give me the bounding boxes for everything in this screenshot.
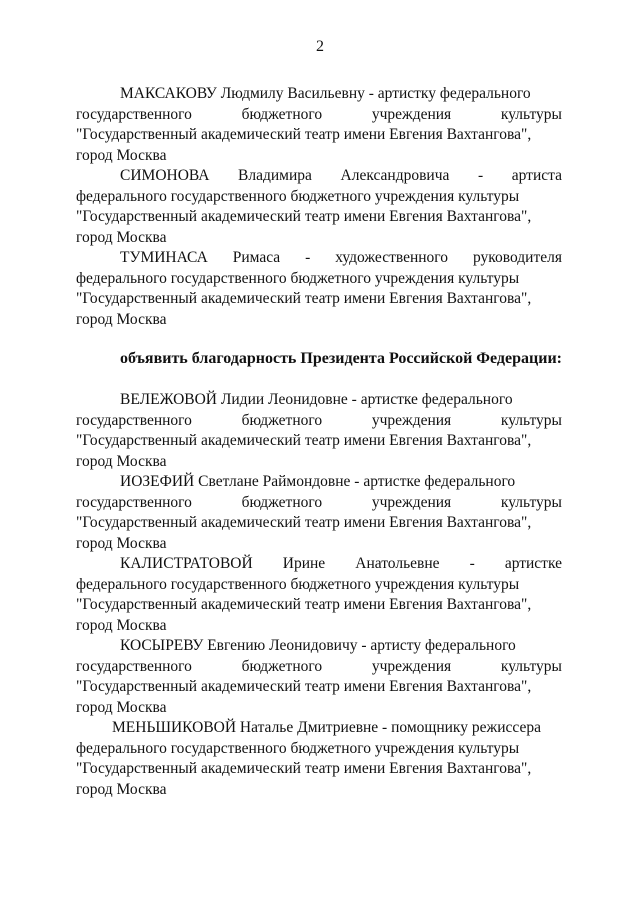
- entry-line: город Москва: [76, 146, 167, 164]
- entry-line: федерального государственного бюджетного учреждения культуры: [76, 187, 520, 205]
- entry-line: город Москва: [76, 452, 167, 470]
- entry-line: государственного бюджетного учреждения культуры: [76, 657, 562, 675]
- entry-line: федерального государственного бюджетного учреждения культуры: [76, 575, 520, 593]
- entry-line: МЕНЬШИКОВОЙ Наталье Дмитриевне - помощнику режиссера: [112, 719, 541, 736]
- entry-line: "Государственный академический театр имени Евгения Вахтангова",: [76, 760, 532, 777]
- entry-line: город Москва: [76, 310, 167, 328]
- award-entry-maksakova: [76, 84, 562, 166]
- entry-line: государственного бюджетного учреждения культуры: [76, 493, 562, 511]
- entry-line: "Государственный академический театр имени Евгения Вахтангова",: [76, 432, 532, 449]
- page-number: 2: [316, 38, 324, 55]
- award-entry-menshikova: [76, 718, 562, 800]
- entry-line: город Москва: [76, 534, 167, 552]
- award-entry-kalistratova: [76, 554, 562, 636]
- entry-line: федерального государственного бюджетного учреждения культуры: [76, 739, 520, 757]
- entry-line: государственного бюджетного учреждения культуры: [76, 105, 562, 123]
- award-entry-simonov: [76, 166, 562, 248]
- entry-line: КОСЫРЕВУ Евгению Леонидовичу - артисту федерального: [120, 637, 516, 654]
- entry-line: СИМОНОВА Владимира Александровича - артиста: [120, 167, 562, 184]
- entry-line: МАКСАКОВУ Людмилу Васильевну - артистку федерального: [120, 85, 531, 102]
- entry-line: ТУМИНАСА Римаса - художественного руководителя: [120, 249, 562, 266]
- award-entry-tuminas: [76, 248, 562, 330]
- award-entry-velezhova: [76, 390, 562, 472]
- entry-line: "Государственный академический театр имени Евгения Вахтангова",: [76, 596, 532, 613]
- entry-line: город Москва: [76, 228, 167, 246]
- entry-line: государственного бюджетного учреждения культуры: [76, 411, 562, 429]
- entry-line: ВЕЛЕЖОВОЙ Лидии Леонидовне - артистке федерального: [120, 391, 513, 408]
- award-entry-kosyrev: [76, 636, 562, 718]
- entry-line: "Государственный академический театр имени Евгения Вахтангова",: [76, 208, 532, 225]
- entry-line: "Государственный академический театр имени Евгения Вахтангова",: [76, 514, 532, 531]
- entry-line: КАЛИСТРАТОВОЙ Ирине Анатольевне - артистке: [120, 555, 562, 572]
- entry-line: "Государственный академический театр имени Евгения Вахтангова",: [76, 126, 532, 143]
- award-entry-iozefiy: [76, 472, 562, 554]
- section-heading: объявить благодарность Президента Российской Федерации:: [120, 350, 562, 367]
- entry-line: "Государственный академический театр имени Евгения Вахтангова",: [76, 678, 532, 695]
- entry-line: город Москва: [76, 698, 167, 716]
- entry-line: город Москва: [76, 616, 167, 634]
- entry-line: федерального государственного бюджетного учреждения культуры: [76, 269, 520, 287]
- entry-line: город Москва: [76, 780, 167, 798]
- entry-line: "Государственный академический театр имени Евгения Вахтангова",: [76, 290, 532, 307]
- entry-line: ИОЗЕФИЙ Светлане Раймондовне - артистке федерального: [120, 473, 516, 490]
